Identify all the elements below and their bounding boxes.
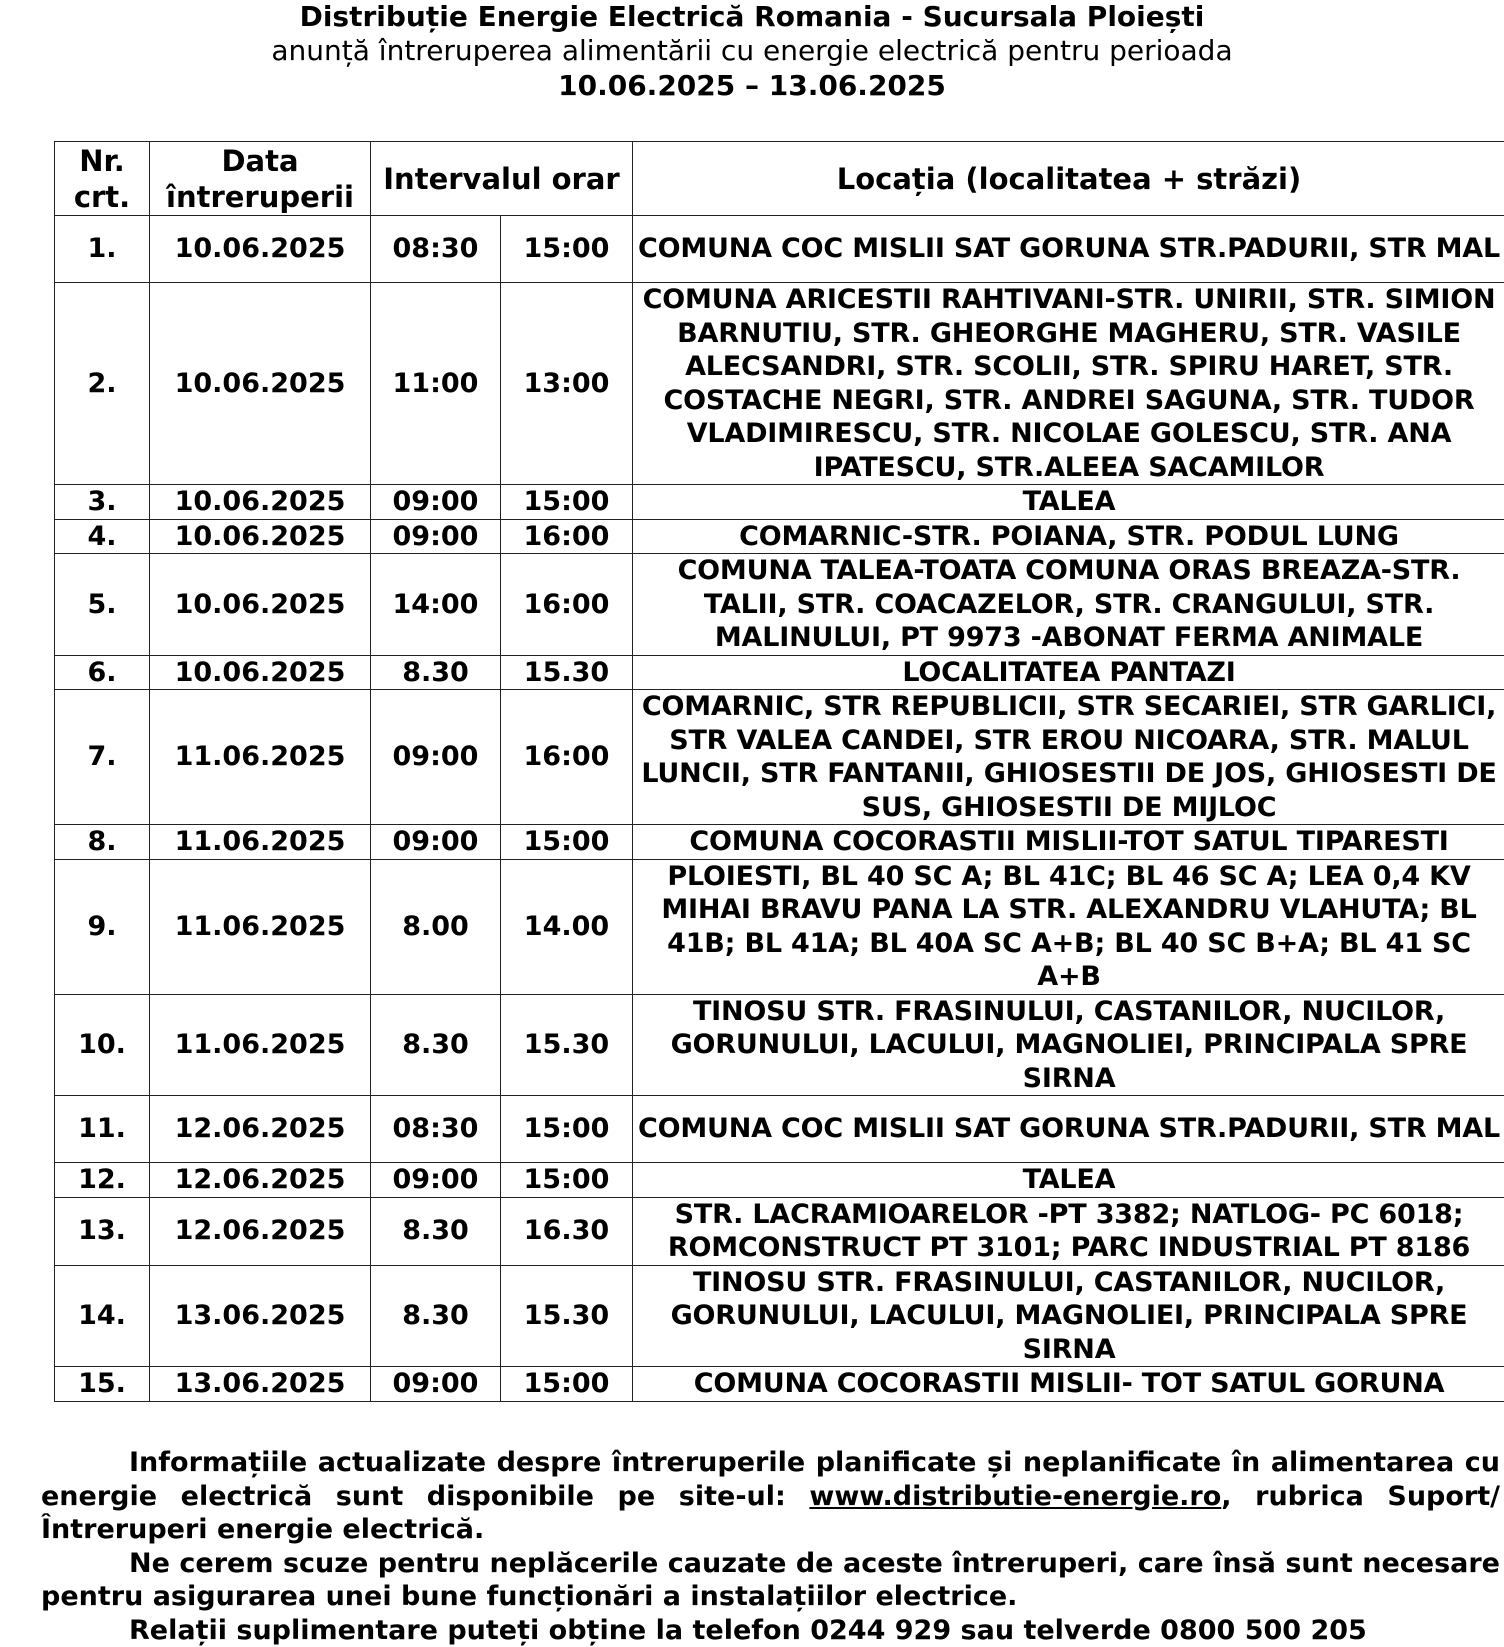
row-date: 12.06.2025 (150, 1197, 371, 1265)
row-start-time: 08:30 (371, 216, 501, 283)
row-location: LOCALITATEA PANTAZI (633, 655, 1504, 690)
site-link[interactable]: www.distributie-energie.ro (809, 1480, 1222, 1512)
row-number: 14. (55, 1265, 150, 1367)
row-date: 10.06.2025 (150, 519, 371, 554)
row-location: TALEA (633, 485, 1504, 520)
row-end-time: 16.30 (501, 1197, 633, 1265)
row-date: 10.06.2025 (150, 554, 371, 656)
row-date: 13.06.2025 (150, 1265, 371, 1367)
row-location: COMUNA COCORASTII MISLII- TOT SATUL GORUNA (633, 1367, 1504, 1402)
row-end-time: 16:00 (501, 519, 633, 554)
row-end-time: 15:00 (501, 825, 633, 860)
row-end-time: 15.30 (501, 655, 633, 690)
table-row (55, 1367, 1504, 1402)
row-number: 3. (55, 485, 150, 520)
table-row (55, 485, 1504, 520)
row-location: COMUNA ARICESTII RAHTIVANI-STR. UNIRII, STR. SIMION BARNUTIU, STR. GHEORGHE MAGHERU, STR. VASILE ALECSANDRI, STR. SCOLII, STR. SPIRU HARET, STR. COSTACHE NEGRI, STR. ANDREI SAGUNA, STR. TUDOR VLADIMIRESCU, STR. NICOLAE GOLESCU, STR. ANA IPATESCU, STR.ALEEA SACAMILOR (633, 283, 1504, 485)
row-end-time: 15:00 (501, 216, 633, 283)
table-row (55, 216, 1504, 283)
row-start-time: 8.30 (371, 1265, 501, 1367)
row-number: 12. (55, 1163, 150, 1198)
row-location: COMARNIC-STR. POIANA, STR. PODUL LUNG (633, 519, 1504, 554)
row-start-time: 8.30 (371, 994, 501, 1096)
info-text-after: , rubrica Suport/Întreruperi energie electrică. (41, 1480, 1501, 1545)
row-date: 12.06.2025 (150, 1096, 371, 1163)
row-location: TALEA (633, 1163, 1504, 1198)
row-location: PLOIESTI, BL 40 SC A; BL 41C; BL 46 SC A; LEA 0,4 KV MIHAI BRAVU PANA LA STR. ALEXANDRU VLAHUTA; BL 41B; BL 41A; BL 40A SC A+B; BL 40 SC B+A; BL 41 SC A+B (633, 859, 1504, 994)
row-location: COMUNA COC MISLII SAT GORUNA STR.PADURII, STR MAL (633, 1096, 1504, 1163)
row-date: 10.06.2025 (150, 485, 371, 520)
table-row (55, 825, 1504, 860)
table-row (55, 1265, 1504, 1367)
header-data: Data întreruperii (150, 142, 371, 216)
row-number: 8. (55, 825, 150, 860)
row-location: COMARNIC, STR REPUBLICII, STR SECARIEI, STR GARLICI, STR VALEA CANDEI, STR EROU NICOARA, STR. MALUL LUNCII, STR FANTANII, GHIOSESTII DE JOS, GHIOSESTI DE SUS, GHIOSESTII DE MIJLOC (633, 690, 1504, 825)
row-number: 7. (55, 690, 150, 825)
row-number: 10. (55, 994, 150, 1096)
row-number: 15. (55, 1367, 150, 1402)
table-row (55, 859, 1504, 994)
table-row (55, 519, 1504, 554)
notice-title: Distribuție Energie Electrică Romania - Sucursala Ploiești (299, 0, 1205, 33)
table-row (55, 1163, 1504, 1198)
row-location: TINOSU STR. FRASINULUI, CASTANILOR, NUCILOR, GORUNULUI, LACULUI, MAGNOLIEI, PRINCIPALA SPRE SIRNA (633, 994, 1504, 1096)
outage-table (54, 141, 1504, 1402)
row-start-time: 8.30 (371, 1197, 501, 1265)
table-row (55, 994, 1504, 1096)
contact-paragraph: Relații suplimentare puteți obține la telefon 0244 929 sau telverde 0800 500 205 (129, 1614, 1367, 1646)
row-start-time: 09:00 (371, 690, 501, 825)
table-row (55, 655, 1504, 690)
row-start-time: 8.30 (371, 655, 501, 690)
row-end-time: 15:00 (501, 1163, 633, 1198)
row-start-time: 09:00 (371, 1367, 501, 1402)
table-row (55, 554, 1504, 656)
row-start-time: 11:00 (371, 283, 501, 485)
notice-subtitle: anunță întreruperea alimentării cu energie electrică pentru perioada (271, 34, 1233, 67)
row-start-time: 08:30 (371, 1096, 501, 1163)
row-end-time: 14.00 (501, 859, 633, 994)
row-date: 12.06.2025 (150, 1163, 371, 1198)
info-paragraph (41, 1446, 1500, 1547)
row-end-time: 15:00 (501, 1367, 633, 1402)
row-start-time: 14:00 (371, 554, 501, 656)
header-interval: Intervalul orar (371, 142, 633, 216)
header-nr: Nr. crt. (55, 142, 150, 216)
row-start-time: 09:00 (371, 1163, 501, 1198)
table-row (55, 690, 1504, 825)
table-body (55, 216, 1504, 1402)
row-end-time: 16:00 (501, 690, 633, 825)
row-date: 10.06.2025 (150, 216, 371, 283)
table-row (55, 283, 1504, 485)
row-number: 2. (55, 283, 150, 485)
row-number: 5. (55, 554, 150, 656)
row-location: COMUNA COCORASTII MISLII-TOT SATUL TIPARESTI (633, 825, 1504, 860)
row-end-time: 15:00 (501, 1096, 633, 1163)
row-start-time: 09:00 (371, 825, 501, 860)
row-location: COMUNA COC MISLII SAT GORUNA STR.PADURII, STR MAL (633, 216, 1504, 283)
row-date: 13.06.2025 (150, 1367, 371, 1402)
row-date: 10.06.2025 (150, 283, 371, 485)
row-location: STR. LACRAMIOARELOR -PT 3382; NATLOG- PC 6018; ROMCONSTRUCT PT 3101; PARC INDUSTRIAL PT 8186 (633, 1197, 1504, 1265)
row-location: COMUNA TALEA-TOATA COMUNA ORAS BREAZA-STR. TALII, STR. COACAZELOR, STR. CRANGULUI, STR. MALINULUI, PT 9973 -ABONAT FERMA ANIMALE (633, 554, 1504, 656)
row-number: 6. (55, 655, 150, 690)
row-start-time: 09:00 (371, 485, 501, 520)
row-number: 13. (55, 1197, 150, 1265)
notice-header (0, 0, 1504, 104)
table-row (55, 1197, 1504, 1265)
table-row (55, 1096, 1504, 1163)
row-end-time: 15.30 (501, 994, 633, 1096)
row-number: 4. (55, 519, 150, 554)
table-header-row (55, 142, 1504, 216)
row-end-time: 15.30 (501, 1265, 633, 1367)
row-start-time: 8.00 (371, 859, 501, 994)
row-date: 11.06.2025 (150, 859, 371, 994)
row-end-time: 15:00 (501, 485, 633, 520)
row-number: 11. (55, 1096, 150, 1163)
row-end-time: 13:00 (501, 283, 633, 485)
row-date: 11.06.2025 (150, 825, 371, 860)
row-date: 11.06.2025 (150, 690, 371, 825)
row-number: 9. (55, 859, 150, 994)
row-date: 10.06.2025 (150, 655, 371, 690)
row-location: TINOSU STR. FRASINULUI, CASTANILOR, NUCILOR, GORUNULUI, LACULUI, MAGNOLIEI, PRINCIPALA SPRE SIRNA (633, 1265, 1504, 1367)
row-start-time: 09:00 (371, 519, 501, 554)
info-text: Informațiile actualizate despre întreruperile planificate și neplanificate în alimentarea cu energie electrică sunt disponibile pe site-ul: (41, 1447, 1500, 1512)
row-number: 1. (55, 216, 150, 283)
row-end-time: 16:00 (501, 554, 633, 656)
row-date: 11.06.2025 (150, 994, 371, 1096)
notice-footer (41, 1446, 1500, 1647)
notice-period: 10.06.2025 – 13.06.2025 (558, 69, 946, 102)
header-locatia: Locația (localitatea + străzi) (633, 142, 1504, 216)
apology-paragraph: Ne cerem scuze pentru neplăcerile cauzate de aceste întreruperi, care însă sunt necesare pentru asigurarea unei bune funcționări a instalațiilor electrice. (41, 1547, 1500, 1612)
